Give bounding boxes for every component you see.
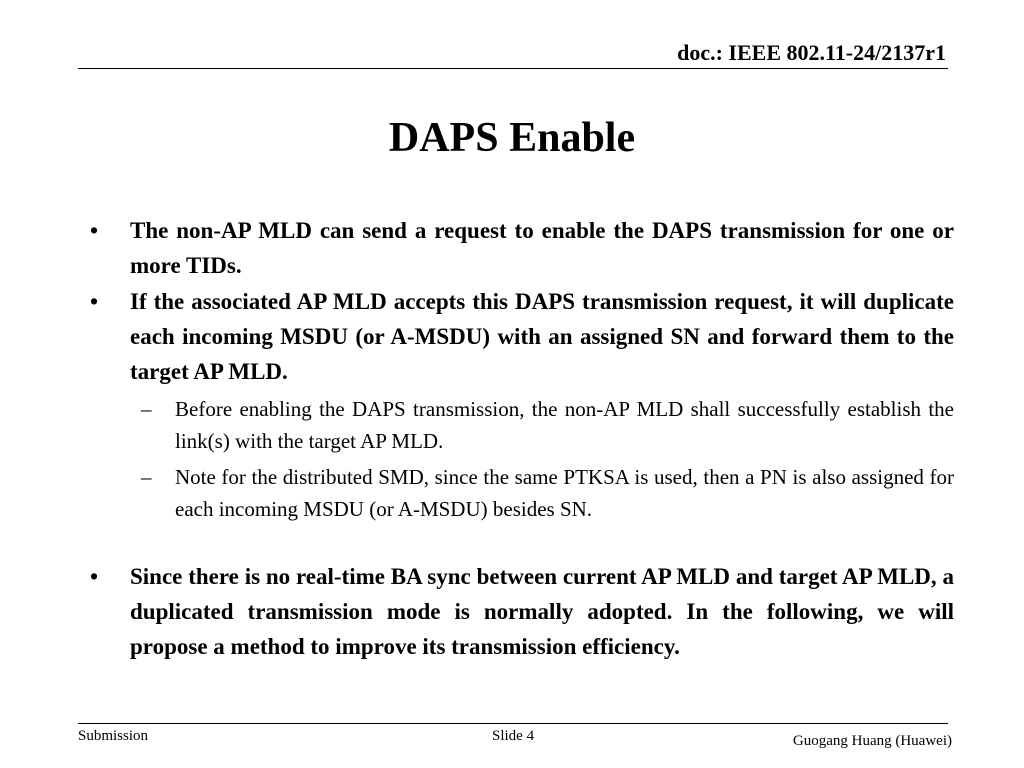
sub-bullet-item	[88, 461, 954, 525]
bullet-text: Since there is no real-time BA sync between current AP MLD and target AP MLD, a duplicated transmission mode is normally adopted. In the following, we will propose a method to improve its transmission efficiency.	[130, 564, 954, 659]
footer-author: Guogang Huang (Huawei)	[792, 733, 952, 749]
sub-bullet-text: Note for the distributed SMD, since the same PTKSA is used, then a PN is also assigned for each incoming MSDU (or A-MSDU) besides SN.	[175, 465, 954, 521]
bullet-text: The non-AP MLD can send a request to enable the DAPS transmission for one or more TIDs.	[130, 218, 954, 278]
bullet-item	[88, 213, 954, 283]
footer-divider	[78, 723, 948, 724]
sub-bullet-item	[88, 393, 954, 457]
header-divider	[78, 68, 948, 69]
bullet-marker: •	[90, 564, 99, 589]
bullet-item	[88, 559, 954, 664]
slide-title: DAPS Enable	[388, 115, 636, 161]
bullet-text: If the associated AP MLD accepts this DAPS transmission request, it will duplicate each incoming MSDU (or A-MSDU) with an assigned SN and forward them to the target AP MLD.	[130, 289, 954, 384]
sub-bullet-text: Before enabling the DAPS transmission, the non-AP MLD shall successfully establish the link(s) with the target AP MLD.	[175, 397, 954, 453]
sub-bullet-marker: –	[141, 397, 152, 421]
slide-number: Slide 4	[492, 728, 535, 744]
bullet-marker: •	[90, 289, 99, 314]
footer-submission: Submission	[78, 728, 149, 744]
bullet-item	[88, 284, 954, 389]
sub-bullet-marker: –	[141, 465, 152, 489]
spacer	[88, 525, 954, 559]
slide-body	[88, 213, 954, 665]
document-id: doc.: IEEE 802.11-24/2137r1	[677, 40, 946, 65]
bullet-marker: •	[90, 218, 99, 243]
